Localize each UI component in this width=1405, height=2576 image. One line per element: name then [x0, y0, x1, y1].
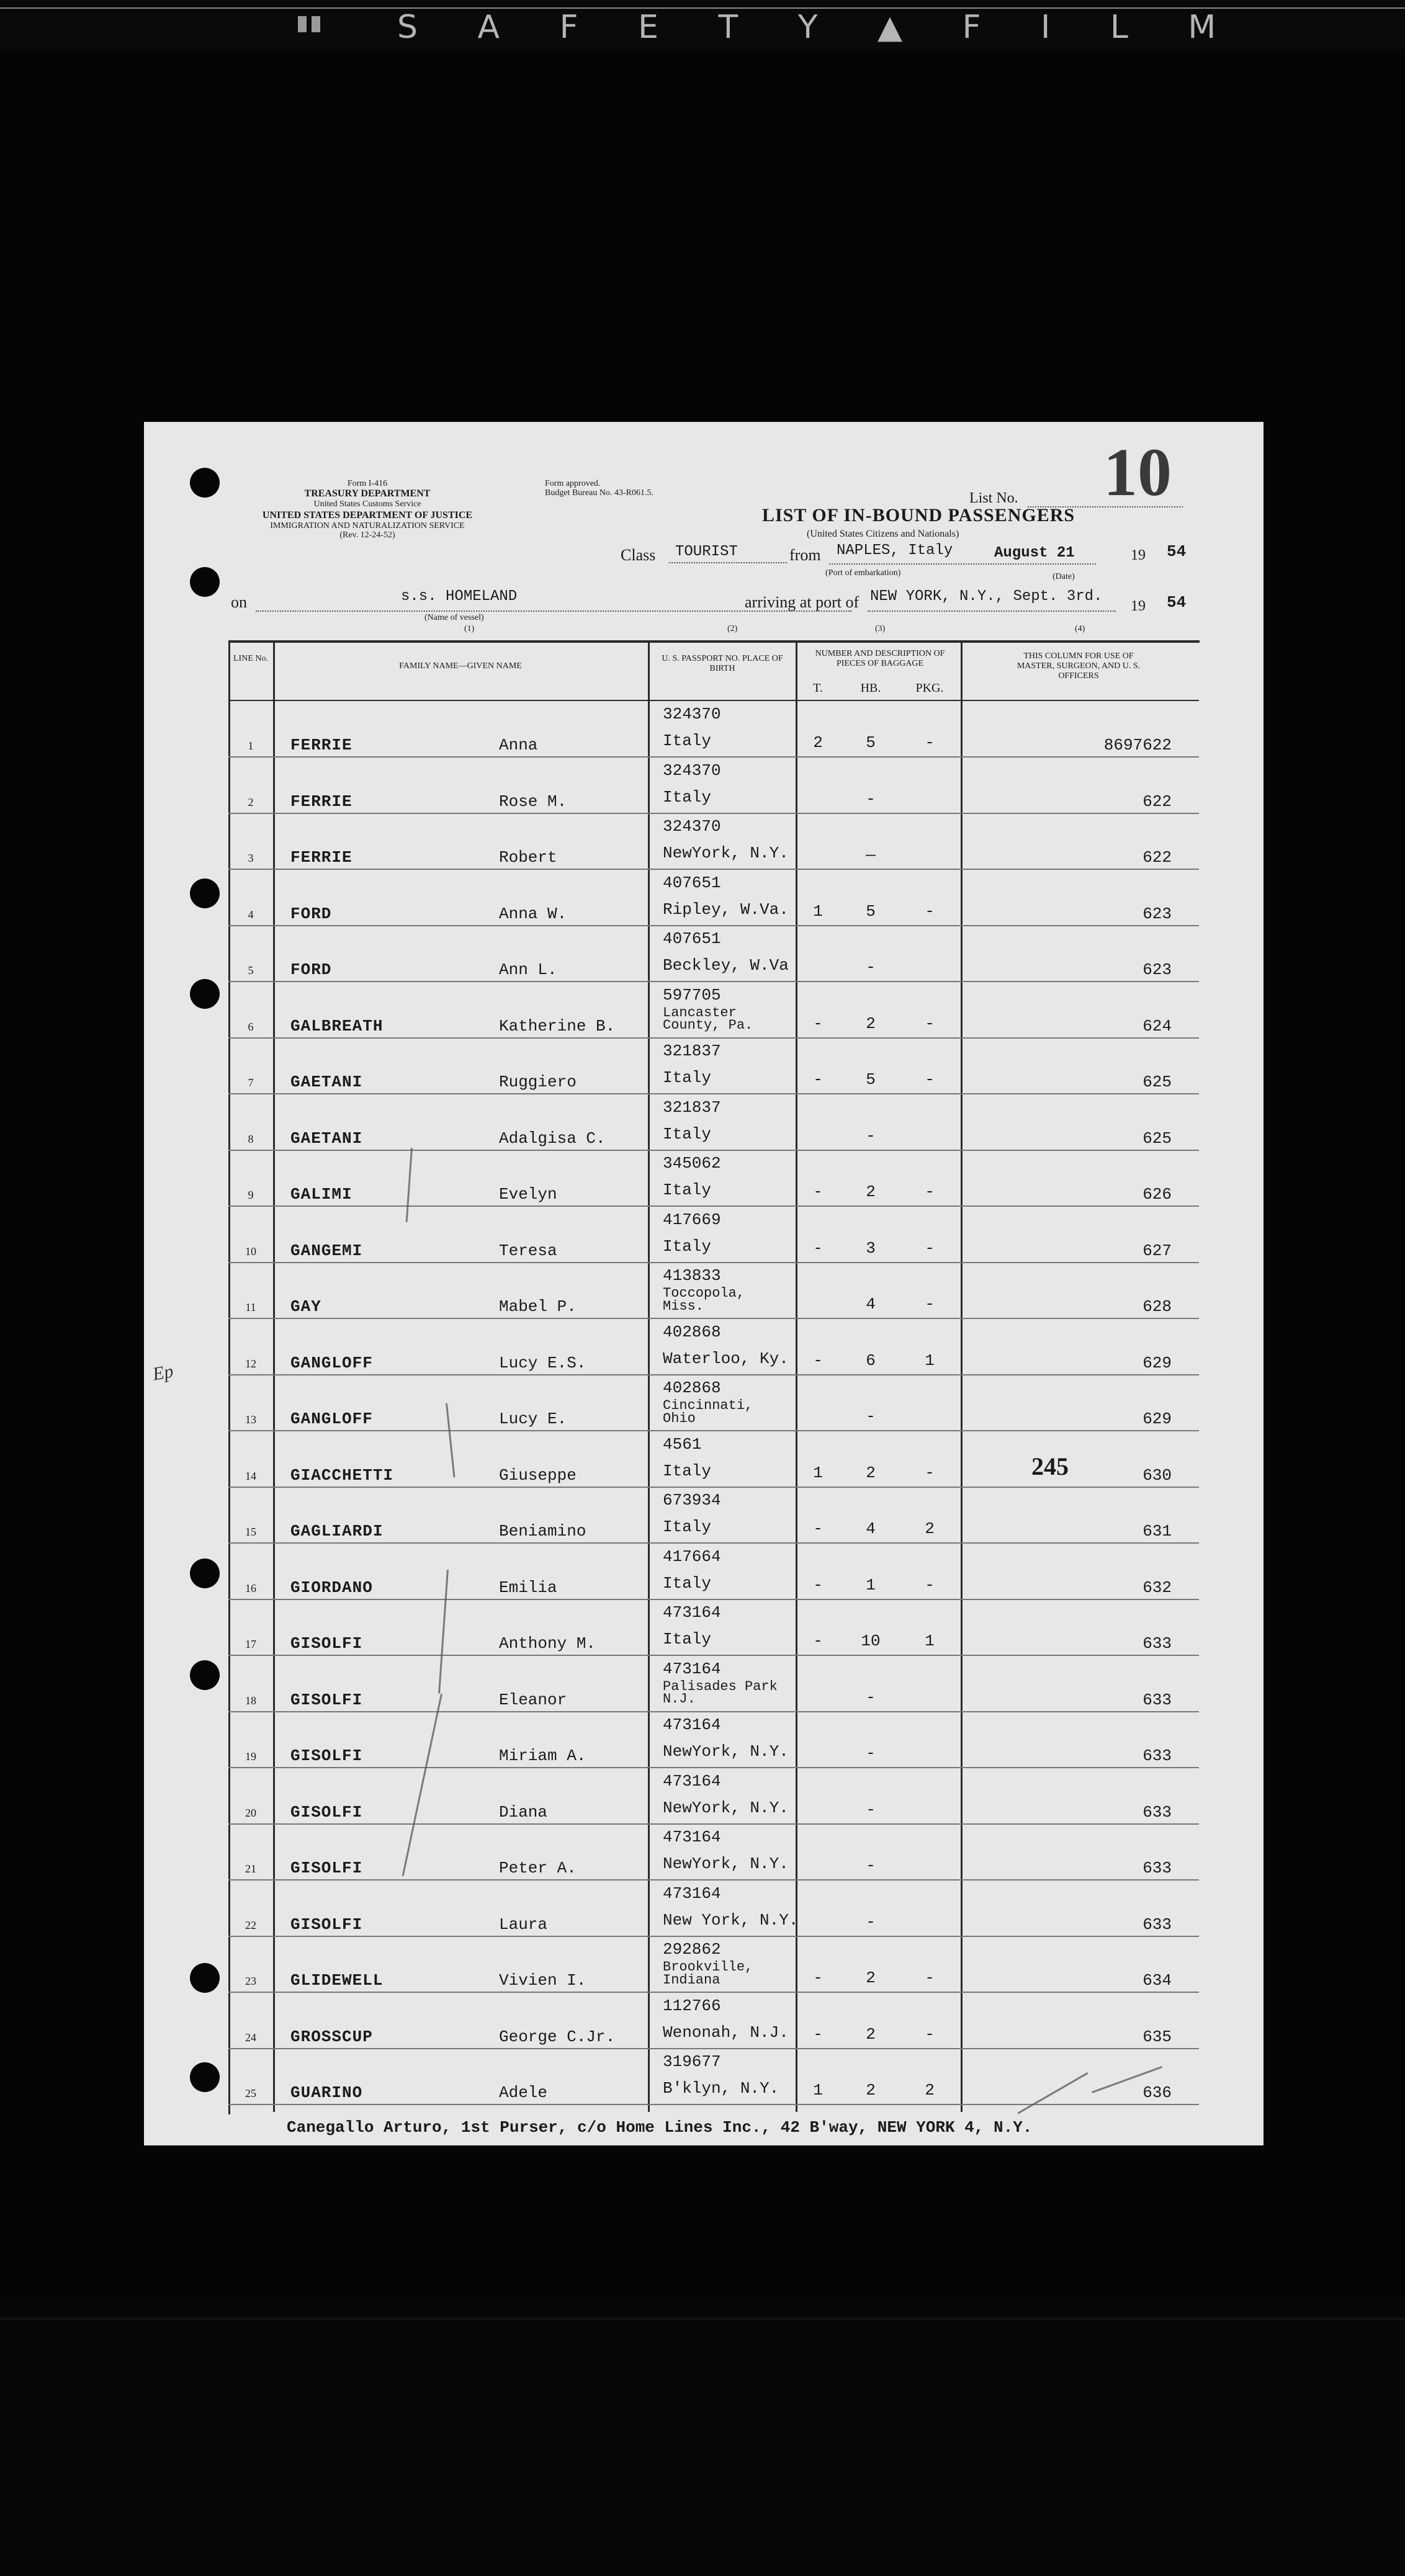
baggage-trunks: - — [813, 2024, 823, 2044]
line-number: 5 — [248, 964, 254, 977]
place-of-birth: Italy — [663, 1068, 712, 1087]
line-number: 12 — [245, 1357, 256, 1370]
baggage-handbags: - — [866, 1856, 876, 1875]
baggage-packages: 2 — [925, 1519, 935, 1538]
given-name: Ruggiero — [499, 1073, 577, 1091]
binder-hole — [190, 2062, 220, 2092]
baggage-handbags: - — [866, 1744, 876, 1763]
place-of-birth: Beckley, W.Va — [663, 956, 789, 975]
officer-number: 633 — [1142, 1915, 1172, 1934]
class-label: Class — [621, 546, 656, 564]
baggage-trunks: 2 — [813, 733, 823, 752]
given-name: Teresa — [499, 1241, 557, 1260]
passport-number: 413833 — [663, 1266, 721, 1285]
baggage-packages: - — [925, 1295, 935, 1313]
baggage-trunks: 1 — [813, 901, 823, 921]
dept-treasury-sub: United States Customs Service — [313, 499, 421, 509]
place-of-birth: Toccopola, Miss. — [663, 1286, 745, 1314]
place-of-birth: NewYork, N.Y. — [663, 1742, 789, 1761]
line-number: 23 — [245, 1975, 256, 1987]
caption-3: (3) — [875, 624, 886, 633]
baggage-handbags: 6 — [866, 1351, 876, 1370]
line-number: 2 — [248, 795, 254, 808]
passport-number: 473164 — [663, 1771, 721, 1791]
binder-hole — [190, 1559, 220, 1588]
ticket-stamp: 245 — [1031, 1452, 1069, 1480]
table-row — [228, 1375, 1199, 1431]
family-name: FERRIE — [290, 792, 352, 811]
line-number: 16 — [245, 1581, 256, 1594]
film-edge-marks — [298, 16, 335, 35]
officer-number: 626 — [1142, 1185, 1172, 1204]
baggage-packages: 2 — [925, 2081, 935, 2100]
arrival-port-date: NEW YORK, N.Y., Sept. 3rd. — [870, 588, 1103, 605]
place-of-birth: Italy — [663, 1237, 712, 1256]
passport-number: 324370 — [663, 761, 721, 780]
place-of-birth: Italy — [663, 787, 712, 807]
place-of-birth: Italy — [663, 1124, 712, 1143]
baggage-handbags: 5 — [866, 733, 876, 752]
baggage-handbags: 5 — [866, 1070, 876, 1089]
place-of-birth: NewYork, N.Y. — [663, 1798, 789, 1817]
year-prefix-2: 19 — [1131, 598, 1146, 614]
dept-justice-sub: IMMIGRATION AND NATURALIZATION SERVICE — [270, 521, 465, 530]
officer-number: 627 — [1142, 1241, 1172, 1260]
given-name: Adele — [499, 2083, 548, 2102]
class-value: TOURIST — [675, 543, 738, 560]
baggage-trunks: - — [813, 1519, 823, 1538]
family-name: GANGLOFF — [290, 1410, 373, 1428]
officer-number: 629 — [1142, 1353, 1172, 1372]
table-row — [228, 1207, 1199, 1263]
binder-hole — [190, 1963, 220, 1993]
given-name: Laura — [499, 1915, 548, 1934]
officer-number: 633 — [1142, 1690, 1172, 1709]
baggage-handbags: - — [866, 1800, 876, 1819]
baggage-handbags: 1 — [866, 1575, 876, 1594]
form-number: Form I-416 — [347, 479, 388, 488]
table-row — [228, 1656, 1199, 1712]
family-name: GIACCHETTI — [290, 1465, 394, 1485]
table-row — [228, 1599, 1199, 1656]
date-caption: (Date) — [1053, 572, 1075, 581]
given-name: Eleanor — [499, 1690, 567, 1709]
line-number: 14 — [245, 1469, 256, 1482]
list-number: 10 — [1103, 434, 1172, 510]
table-row — [228, 1094, 1199, 1151]
place-of-birth: Waterloo, Ky. — [663, 1349, 789, 1368]
caption-4: (4) — [1075, 624, 1085, 633]
baggage-handbags: 4 — [866, 1519, 876, 1538]
place-of-birth: Italy — [663, 1630, 712, 1648]
passport-number: 402868 — [663, 1322, 721, 1341]
baggage-handbags: 2 — [866, 2024, 876, 2044]
port-caption: (Port of embarkation) — [825, 568, 901, 578]
year-prefix: 19 — [1131, 547, 1146, 563]
family-name: GLIDEWELL — [290, 1971, 384, 1990]
form-approved: Form approved. — [545, 479, 601, 488]
table-row — [228, 1150, 1199, 1207]
table-row — [228, 1824, 1199, 1881]
passport-number: 112766 — [663, 1996, 721, 2015]
table-row — [228, 1712, 1199, 1768]
line-number: 7 — [248, 1076, 254, 1089]
table-row — [228, 758, 1199, 814]
baggage-packages: - — [925, 1238, 935, 1258]
col-name: FAMILY NAME—GIVEN NAME — [399, 661, 522, 671]
given-name: George C.Jr. — [499, 2027, 616, 2046]
baggage-handbags: 2 — [866, 1969, 876, 1987]
officer-number: 625 — [1142, 1129, 1172, 1148]
place-of-birth: Palisades Park N.J. — [663, 1678, 778, 1707]
line-number: 10 — [245, 1245, 256, 1258]
form-revision: (Rev. 12-24-52) — [339, 530, 395, 540]
table-row — [228, 870, 1199, 926]
family-name: GIORDANO — [290, 1578, 373, 1597]
line-number: 6 — [248, 1020, 254, 1033]
place-of-birth: Italy — [663, 1181, 712, 1199]
baggage-trunks: - — [813, 1238, 823, 1258]
passport-number: 319677 — [663, 2052, 721, 2071]
place-of-birth: Wenonah, N.J. — [663, 2023, 789, 2042]
family-name: GANGLOFF — [290, 1353, 373, 1372]
passport-number: 673934 — [663, 1491, 721, 1509]
col-baggage-hb: HB. — [860, 681, 881, 695]
family-name: FORD — [290, 904, 332, 923]
caption-1: (1) — [464, 624, 475, 633]
baggage-handbags: 10 — [861, 1632, 881, 1650]
given-name: Emilia — [499, 1578, 557, 1597]
given-name: Evelyn — [499, 1185, 557, 1204]
baggage-packages: - — [925, 1463, 935, 1482]
passport-number: 473164 — [663, 1715, 721, 1734]
baggage-handbags: 2 — [866, 1014, 876, 1033]
place-of-birth: New York, N.Y. — [663, 1910, 799, 1930]
from-label: from — [789, 546, 821, 564]
baggage-trunks: - — [813, 1070, 823, 1089]
passport-number: 473164 — [663, 1884, 721, 1903]
officer-number: 633 — [1142, 1859, 1172, 1877]
place-of-birth: NewYork, N.Y. — [663, 844, 789, 862]
col-line-no: LINE No. — [233, 654, 268, 663]
baggage-handbags: - — [866, 1126, 876, 1145]
given-name: Vivien I. — [499, 1971, 586, 1990]
family-name: GAY — [290, 1297, 321, 1316]
table-row — [228, 1936, 1199, 1993]
passport-number: 345062 — [663, 1154, 721, 1173]
purser-signature-line: Canegallo Arturo, 1st Purser, c/o Home Lines Inc., 42 B'way, NEW YORK 4, N.Y. — [287, 2118, 1033, 2137]
passport-number: 324370 — [663, 817, 721, 836]
form-approval — [545, 479, 653, 498]
manifest-page — [144, 422, 1264, 2145]
officer-number: 632 — [1142, 1578, 1172, 1597]
line-number: 11 — [245, 1301, 256, 1313]
baggage-handbags: 2 — [866, 2081, 876, 2100]
family-name: FERRIE — [290, 736, 352, 754]
col-officers: THIS COLUMN FOR USE OF MASTER, SURGEON, AND U. S. OFFICERS — [1017, 651, 1141, 681]
passport-number: 473164 — [663, 1603, 721, 1622]
family-name: GALIMI — [290, 1185, 352, 1204]
table-row — [228, 701, 1199, 758]
family-name: GISOLFI — [290, 1746, 363, 1765]
passport-number: 597705 — [663, 985, 721, 1004]
officer-number: 635 — [1142, 2027, 1172, 2046]
baggage-packages: 1 — [925, 1351, 935, 1370]
given-name: Beniamino — [499, 1522, 586, 1541]
film-edge-bottom-line — [0, 2318, 1405, 2320]
passport-number: 4561 — [663, 1434, 702, 1454]
family-name: GAETANI — [290, 1129, 363, 1148]
film-edge-bottom — [0, 2296, 1405, 2576]
family-name: GISOLFI — [290, 1859, 363, 1877]
dept-treasury: TREASURY DEPARTMENT — [304, 488, 431, 499]
passport-number: 473164 — [663, 1659, 721, 1678]
binder-hole — [190, 979, 220, 1009]
col-passport: U. S. PASSPORT NO. PLACE OF BIRTH — [662, 654, 783, 674]
port-of-embarkation: NAPLES, Italy — [837, 542, 953, 559]
baggage-packages: - — [925, 1969, 935, 1987]
baggage-trunks: 1 — [813, 2081, 823, 2100]
passport-number: 417669 — [663, 1210, 721, 1229]
family-name: GUARINO — [290, 2083, 363, 2102]
table-row — [228, 1544, 1199, 1600]
passport-number: 407651 — [663, 929, 721, 948]
baggage-packages: - — [925, 2024, 935, 2044]
given-name: Lucy E.S. — [499, 1353, 586, 1372]
passenger-table — [228, 640, 1199, 2113]
baggage-trunks: 1 — [813, 1463, 823, 1482]
family-name: GISOLFI — [290, 1634, 363, 1653]
form-title: LIST OF IN-BOUND PASSENGERS — [762, 505, 1075, 525]
baggage-handbags: - — [866, 1688, 876, 1707]
table-row — [228, 1487, 1199, 1544]
line-number: 4 — [248, 908, 254, 921]
line-number: 1 — [248, 740, 254, 752]
baggage-packages: - — [925, 733, 935, 752]
baggage-handbags: - — [866, 789, 876, 808]
family-name: FORD — [290, 960, 332, 979]
place-of-birth: NewYork, N.Y. — [663, 1854, 789, 1873]
table-row — [228, 982, 1199, 1039]
col-baggage-pkg: PKG. — [915, 681, 944, 695]
officer-number: 623 — [1142, 960, 1172, 979]
col-baggage-t: T. — [813, 681, 823, 695]
vessel-caption: (Name of vessel) — [424, 613, 484, 622]
family-name: GISOLFI — [290, 1690, 363, 1709]
given-name: Giuseppe — [499, 1465, 577, 1485]
given-name: Mabel P. — [499, 1297, 577, 1316]
table-row — [228, 1038, 1199, 1094]
given-name: Ann L. — [499, 960, 557, 979]
given-name: Anna W. — [499, 904, 567, 923]
given-name: Diana — [499, 1802, 548, 1822]
given-name: Miriam A. — [499, 1746, 586, 1765]
officer-number: 625 — [1142, 1073, 1172, 1091]
family-name: GAGLIARDI — [290, 1522, 384, 1541]
table-row — [228, 1993, 1199, 2049]
binder-hole — [190, 879, 220, 908]
embarkation-date: August 21 — [994, 545, 1075, 561]
baggage-handbags: 3 — [866, 1238, 876, 1258]
baggage-packages: - — [925, 1014, 935, 1033]
place-of-birth: Cincinnati, Ohio — [663, 1398, 753, 1426]
given-name: Anthony M. — [499, 1634, 596, 1653]
officer-number: 623 — [1142, 904, 1172, 923]
family-name: GISOLFI — [290, 1802, 363, 1822]
given-name: Rose M. — [499, 792, 567, 811]
place-of-birth: Italy — [663, 1573, 712, 1593]
table-row — [228, 1881, 1199, 1937]
table-row — [228, 1768, 1199, 1825]
family-name: FERRIE — [290, 848, 352, 867]
officer-number: 8697622 — [1103, 736, 1172, 754]
passport-number: 321837 — [663, 1098, 721, 1117]
baggage-trunks: - — [813, 1969, 823, 1987]
place-of-birth: Italy — [663, 731, 712, 750]
place-of-birth: Italy — [663, 1518, 712, 1536]
passport-number: 407651 — [663, 873, 721, 892]
line-number: 9 — [248, 1189, 254, 1201]
passport-number: 473164 — [663, 1828, 721, 1846]
baggage-handbags: 2 — [866, 1463, 876, 1482]
baggage-trunks: - — [813, 1183, 823, 1201]
given-name: Robert — [499, 848, 557, 867]
binder-hole — [190, 567, 220, 597]
family-name: GALBREATH — [290, 1016, 384, 1035]
given-name: Katherine B. — [499, 1016, 616, 1035]
budget-bureau: Budget Bureau No. 43-R061.5. — [545, 488, 653, 498]
passport-number: 321837 — [663, 1042, 721, 1060]
arriving-label: arriving at port of — [745, 593, 860, 611]
baggage-handbags: - — [866, 1407, 876, 1426]
table-row — [228, 2049, 1199, 2105]
baggage-handbags: — — [866, 846, 876, 864]
given-name: Adalgisa C. — [499, 1129, 606, 1148]
baggage-handbags: - — [866, 1912, 876, 1931]
family-name: GROSSCUP — [290, 2027, 373, 2046]
officer-number: 631 — [1142, 1522, 1172, 1541]
dept-justice: UNITED STATES DEPARTMENT OF JUSTICE — [262, 510, 473, 521]
officer-number: 628 — [1142, 1297, 1172, 1316]
form-subtitle: (United States Citizens and Nationals) — [807, 529, 959, 539]
passport-number: 402868 — [663, 1379, 721, 1397]
family-name: GISOLFI — [290, 1915, 363, 1934]
list-no-label: List No. — [969, 490, 1018, 506]
on-label: on — [231, 593, 247, 611]
line-number: 15 — [245, 1526, 256, 1538]
baggage-packages: - — [925, 1070, 935, 1089]
line-number: 21 — [245, 1863, 256, 1875]
officer-number: 630 — [1142, 1465, 1172, 1485]
line-number: 25 — [245, 2087, 256, 2100]
officer-number: 633 — [1142, 1746, 1172, 1765]
baggage-trunks: - — [813, 1632, 823, 1650]
baggage-handbags: 5 — [866, 901, 876, 921]
place-of-birth: Italy — [663, 1461, 712, 1480]
table-row — [228, 926, 1199, 982]
baggage-handbags: 4 — [866, 1295, 876, 1313]
baggage-packages: - — [925, 1183, 935, 1201]
caption-2: (2) — [727, 624, 738, 633]
margin-note: Ep — [151, 1361, 175, 1385]
year-value: 54 — [1167, 542, 1187, 561]
binder-hole — [190, 1660, 220, 1690]
officer-number: 622 — [1142, 848, 1172, 867]
passport-number: 292862 — [663, 1940, 721, 1959]
col-baggage: NUMBER AND DESCRIPTION OF PIECES OF BAGGAGE — [815, 649, 945, 669]
family-name: GAETANI — [290, 1073, 363, 1091]
line-number: 18 — [245, 1694, 256, 1707]
table-row — [228, 813, 1199, 870]
baggage-trunks: - — [813, 1575, 823, 1594]
form-header-left — [181, 479, 554, 540]
line-number: 19 — [245, 1750, 256, 1763]
officer-number: 634 — [1142, 1971, 1172, 1990]
line-number: 24 — [245, 2031, 256, 2044]
table-row — [228, 1319, 1199, 1375]
line-number: 13 — [245, 1413, 256, 1426]
passport-number: 324370 — [663, 705, 721, 723]
family-name: GANGEMI — [290, 1241, 363, 1260]
baggage-packages: - — [925, 1575, 935, 1594]
officer-number: 633 — [1142, 1802, 1172, 1822]
baggage-trunks: - — [813, 1014, 823, 1033]
officer-number: 624 — [1142, 1016, 1172, 1035]
line-number: 3 — [248, 852, 254, 864]
line-number: 20 — [245, 1806, 256, 1819]
line-number: 17 — [245, 1638, 256, 1650]
given-name: Anna — [499, 736, 538, 754]
officer-number: 633 — [1142, 1634, 1172, 1653]
table-row — [228, 1263, 1199, 1319]
place-of-birth: Brookville, Indiana — [663, 1959, 753, 1988]
line-number: 8 — [248, 1132, 254, 1145]
film-edge-label: S A F E T Y ▲ F I L M — [397, 9, 1241, 46]
given-name: Lucy E. — [499, 1410, 567, 1428]
baggage-handbags: 2 — [866, 1183, 876, 1201]
place-of-birth: Ripley, W.Va. — [663, 900, 789, 919]
passport-number: 417664 — [663, 1547, 721, 1566]
baggage-handbags: - — [866, 958, 876, 977]
officer-number: 629 — [1142, 1410, 1172, 1428]
vessel-name: s.s. HOMELAND — [401, 588, 518, 605]
baggage-packages: 1 — [925, 1632, 935, 1650]
arrival-year: 54 — [1167, 593, 1187, 612]
place-of-birth: B'klyn, N.Y. — [663, 2079, 779, 2098]
given-name: Peter A. — [499, 1859, 577, 1877]
officer-number: 622 — [1142, 792, 1172, 811]
place-of-birth: Lancaster County, Pa. — [663, 1004, 753, 1034]
officer-number: 636 — [1142, 2083, 1172, 2102]
baggage-packages: - — [925, 901, 935, 921]
baggage-trunks: - — [813, 1351, 823, 1370]
line-number: 22 — [245, 1918, 256, 1931]
